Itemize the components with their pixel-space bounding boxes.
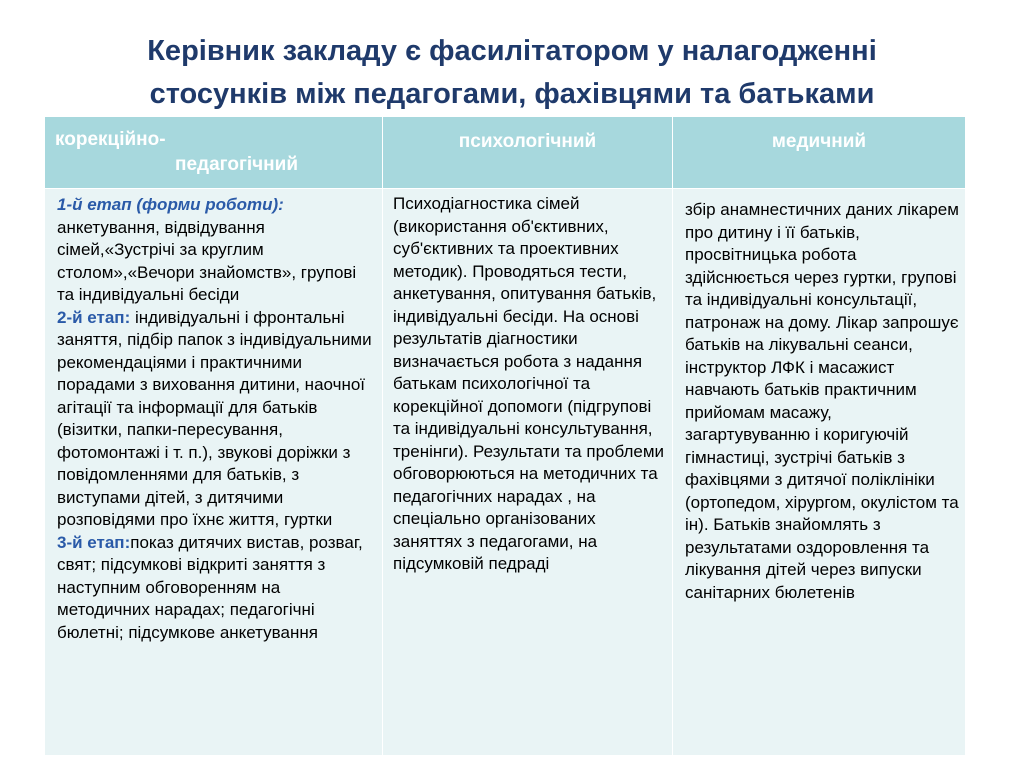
column-header-correctional-line1: корекційно- xyxy=(55,129,166,150)
stage-3-text: показ дитячих вистав, розваг, свят; підсумкові відкриті заняття з наступним обговоренням на методичних нарадах; педагогічні бюлетні; підсумкове анкетування xyxy=(57,532,363,642)
stage-1-text: анкетування, відвідування сімей,«Зустрічі за круглим столом»,«Вечори знайомств», групові та індивідуальні бесіди xyxy=(57,217,357,304)
cooperation-table xyxy=(44,116,966,756)
column-header-correctional xyxy=(45,117,383,189)
stage-2 xyxy=(57,307,376,532)
stage-3 xyxy=(57,532,376,645)
stage-2-label: 2-й етап: xyxy=(57,307,131,327)
cell-psychological xyxy=(383,189,673,756)
stage-2-text: індивідуальні і фронтальні заняття, підбір папок з індивідуальними рекомендаціями і практичними порадами з виховання дитини, наочної агітації та інформації для батьків (візитки, папки-пересування, фотомонтажі і т. п.), звукові доріжки з повідомленнями для батьків, з виступами дітей, з дитячими розповідями про їхнє життя, гуртки xyxy=(57,307,372,529)
title-line-1: Керівник закладу є фасилітатором у налагодженні xyxy=(147,35,877,67)
stage-3-label: 3-й етап: xyxy=(57,532,131,552)
column-header-psychological: психологічний xyxy=(383,117,673,189)
cell-correctional xyxy=(45,189,383,756)
cell-medical xyxy=(673,189,966,756)
stage-1 xyxy=(57,194,376,307)
stage-1-label: 1-й етап (форми роботи): xyxy=(57,195,284,214)
column-header-medical: медичний xyxy=(673,117,966,189)
psychological-text: Психодіагностика сімей (використання об'єктивних, суб'єктивних та проективних методик). Проводяться тести, анкетування, опитування батьків, індивідуальні бесіди. На основі результатів діагностики визначається робота з надання батькам психологічної та корекційної допомоги (підгрупові та індивідуальні консультування, тренінги). Результати та проблеми обговорюються на методичних та педагогічних нарадах , на спеціально організованих заняттях з педагогами, на підсумковій педраді xyxy=(393,194,665,573)
page-title xyxy=(40,30,984,116)
column-header-correctional-line2: педагогічний xyxy=(175,154,298,175)
title-line-2: стосунків між педагогами, фахівцями та батьками xyxy=(149,78,875,110)
header-row xyxy=(45,117,966,189)
content-row xyxy=(45,189,966,756)
medical-text: збір анамнестичних даних лікарем про дитину і її батьків, просвітницька робота здійснюється через гуртки, групові та індивідуальні консультації, патронаж на дому. Лікар запрошує батьків на лікувальні сеанси, інструктор ЛФК і масажист навчають батьків практичним прийомам масажу, загартувуванню і коригуючій гімнастиці, зустрічі батьків з фахівцями з дитячої поліклініки (ортопедом, хірургом, окулістом та ін). Батьків знайомлять з результатами оздоровлення та лікування дітей через випуски санітарних бюлетенів xyxy=(685,200,959,602)
